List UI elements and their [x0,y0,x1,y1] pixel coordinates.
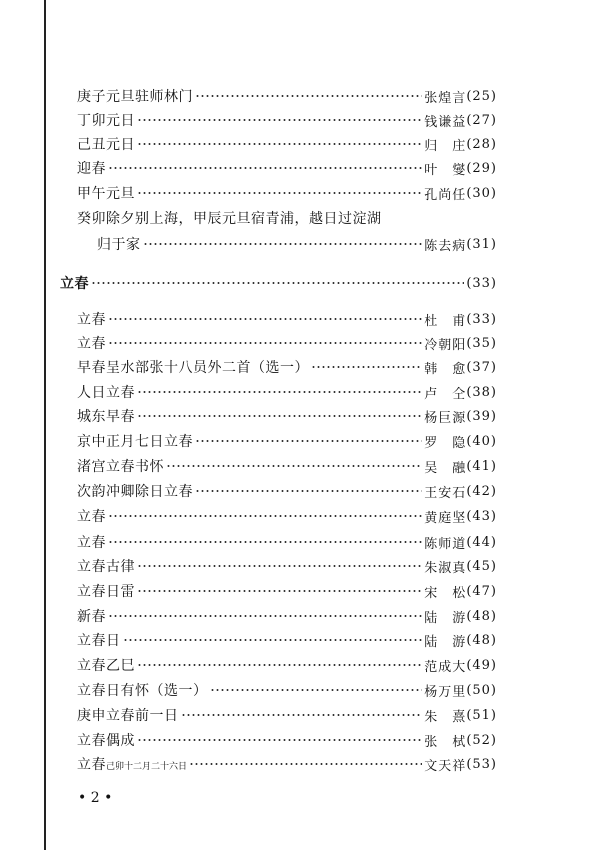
toc-entry[interactable] [77,157,497,179]
toc-entry[interactable] [77,679,497,701]
entry-title: 人日立春 [77,385,135,401]
entry-author: 范成大 [424,659,467,675]
entry-page: (29) [466,160,497,176]
entry-title: 癸卯除夕别上海，甲辰元旦宿青浦，越日过淀湖 [77,211,382,227]
leader-dots [123,639,423,641]
entry-author: 韩 愈 [424,361,467,377]
entry-author: 陆 游 [424,634,467,650]
leader-dots [195,440,422,442]
entry-author: 孔尚任 [424,187,467,203]
entry-author: 钱谦益 [424,114,467,130]
toc-entry[interactable] [77,505,497,527]
entry-author: 杜 甫 [424,313,467,329]
toc-entry[interactable] [77,182,497,204]
entry-title: 立春 [77,509,106,525]
section-heading[interactable] [60,272,497,294]
toc-entry[interactable] [97,233,497,255]
section-title: 立春 [60,276,89,292]
entry-page: (52) [466,732,497,748]
entry-author: 陈师道 [424,536,467,552]
toc-entry[interactable] [77,109,497,131]
toc-entry[interactable] [77,356,497,378]
entry-page: (38) [466,384,497,400]
entry-author: 王安石 [424,485,467,501]
toc-entry[interactable] [77,455,497,477]
leader-dots [137,143,422,145]
entry-author: 叶 燮 [424,162,467,178]
entry-title: 立春 [77,535,106,551]
toc-entry[interactable] [77,531,497,553]
toc-entry[interactable] [77,308,497,330]
toc-entry[interactable] [77,729,497,751]
entry-author: 冷朝阳 [424,337,467,353]
entry-author: 杨巨源 [424,410,467,426]
entry-author: 吴 融 [424,460,467,476]
leader-dots [166,465,422,467]
entry-author: 黄庭坚 [424,510,467,526]
entry-title: 庚申立春前一日 [77,708,179,724]
entry-author: 张 栻 [424,734,467,750]
entry-author: 张煌言 [424,90,467,106]
leader-dots [195,95,422,97]
entry-title: 次韵冲卿除日立春 [77,484,193,500]
leader-dots [108,541,422,543]
entry-page: (48) [466,632,497,648]
entry-title: 立春偶成 [77,733,135,749]
entry-author: 罗 隐 [424,435,467,451]
leader-dots [143,243,423,245]
entry-author: 文天祥 [424,758,467,774]
entry-title: 迎春 [77,161,106,177]
toc-entry[interactable] [77,580,497,602]
toc-entry[interactable] [77,555,497,577]
toc-entry[interactable] [77,133,497,155]
leader-dots [137,192,422,194]
entry-page: (40) [466,433,497,449]
toc-entry[interactable] [77,381,497,403]
entry-title: 城东早春 [77,409,135,425]
entry-page: (45) [466,558,497,574]
leader-dots [137,590,422,592]
entry-title [77,754,187,774]
entry-author: 宋 松 [424,585,467,601]
leader-dots [137,391,422,393]
entry-author: 归 庄 [424,138,467,154]
leader-dots [91,282,464,284]
entry-author: 朱淑真 [424,560,467,576]
entry-author: 陆 游 [424,610,467,626]
leader-dots [137,739,422,741]
entry-title: 京中正月七日立春 [77,434,193,450]
leader-dots [189,763,422,765]
leader-dots [108,515,422,517]
entry-title: 丁卯元日 [77,113,135,129]
entry-title: 立春乙巳 [77,658,135,674]
entry-title: 己丑元日 [77,137,135,153]
leader-dots [181,714,423,716]
entry-page: (48) [466,608,497,624]
entry-page: (49) [466,657,497,673]
entry-page: (31) [466,236,497,252]
entry-page: (27) [466,112,497,128]
leader-dots [108,615,422,617]
toc-entry[interactable] [77,629,497,651]
entry-page: (47) [466,583,497,599]
entry-title-main: 立春 [77,757,106,773]
entry-page: (44) [466,534,497,550]
entry-title: 早春呈水部张十八员外二首（选一） [77,360,309,376]
entry-page: (42) [466,483,497,499]
entry-page: (50) [466,682,497,698]
toc-entry[interactable] [77,332,497,354]
entry-page: (51) [466,707,497,723]
toc-entry[interactable] [77,85,497,107]
entry-page: (28) [466,136,497,152]
toc-entry[interactable] [77,605,497,627]
entry-title: 甲午元旦 [77,186,135,202]
entry-title-note: 己卯十二月二十六日 [106,762,188,772]
entry-title: 立春 [77,336,106,352]
leader-dots [137,415,422,417]
entry-page: (39) [466,408,497,424]
leader-dots [108,167,422,169]
toc-entry[interactable] [77,753,497,775]
entry-author: 卢 仝 [424,386,467,402]
toc-entry[interactable] [77,480,497,502]
leader-dots [108,342,422,344]
section-page: (33) [466,275,497,291]
entry-page: (43) [466,508,497,524]
entry-title: 立春 [77,312,106,328]
entry-page: (35) [466,335,497,351]
page-edge-rule [44,0,46,850]
leader-dots [108,318,422,320]
toc-entry[interactable] [77,430,497,452]
leader-dots [195,490,422,492]
entry-title: 立春日有怀（选一） [77,683,208,699]
entry-author: 杨万里 [424,684,467,700]
entry-page: (33) [466,311,497,327]
entry-page: (41) [466,458,497,474]
entry-page: (30) [466,185,497,201]
leader-dots [137,664,422,666]
leader-dots [137,565,422,567]
entry-title: 渚宫立春书怀 [77,459,164,475]
entry-title: 庚子元旦驻师林门 [77,89,193,105]
entry-title: 立春古律 [77,559,135,575]
entry-title: 新春 [77,609,106,625]
toc-entry[interactable] [77,654,497,676]
entry-title-continued: 归于家 [97,237,141,253]
entry-author: 朱 熹 [424,709,467,725]
entry-page: (25) [466,88,497,104]
entry-page: (37) [466,359,497,375]
leader-dots [311,366,422,368]
leader-dots [137,119,422,121]
entry-page: (53) [466,756,497,772]
entry-title: 立春日 [77,633,121,649]
entry-title: 立春日雷 [77,584,135,600]
page-number-footer: • 2 • [78,790,113,806]
toc-entry[interactable] [77,704,497,726]
leader-dots [210,689,423,691]
toc-entry[interactable] [77,405,497,427]
entry-author: 陈去病 [424,238,467,254]
toc-entry-title-line1[interactable] [77,207,497,229]
